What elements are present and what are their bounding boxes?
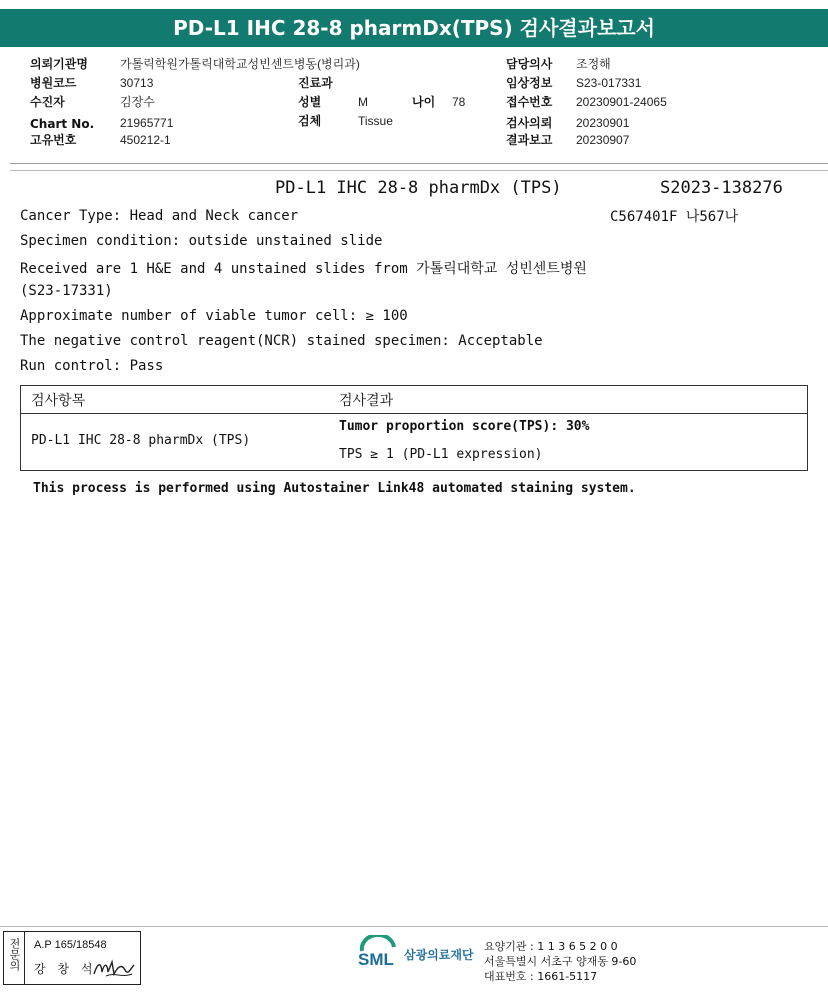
doctor-label: 담당의사: [506, 57, 553, 71]
report-date-label: 결과보고: [506, 133, 553, 147]
result-table: [20, 385, 808, 471]
specimen-value: Tissue: [358, 114, 393, 128]
test-title: PD-L1 IHC 28-8 pharmDx (TPS): [275, 178, 562, 198]
report-line: (S23-17331): [20, 283, 113, 299]
request-label: 검사의뢰: [506, 116, 553, 130]
contact-phone: 대표번호 : 1661-5117: [484, 970, 598, 983]
report-line: Specimen condition: outside unstained slide: [20, 233, 383, 249]
footer-divider: [0, 926, 828, 927]
dept-label: 진료과: [298, 76, 333, 90]
clinical-value: S23-017331: [576, 76, 642, 90]
process-note: This process is performed using Autostainer Link48 automated staining system.: [33, 481, 636, 496]
specimen-label: 검체: [298, 114, 322, 128]
patient-value: 김장수: [120, 95, 155, 109]
sub-code: C567401F 나567나: [610, 209, 739, 225]
chart-label: Chart No.: [30, 117, 95, 131]
chart-value: 21965771: [120, 116, 174, 130]
id-label: 고유번호: [30, 133, 77, 147]
age-label: 나이: [412, 95, 436, 109]
sml-logo-mark: [356, 935, 402, 975]
hospital-code-label: 병원코드: [30, 76, 77, 90]
report-line: Received are 1 H&E and 4 unstained slides from 가톨릭대학교 성빈센트병원: [20, 261, 587, 277]
hospital-label: 의뢰기관명: [30, 57, 88, 71]
org-name: 삼광의료재단: [404, 948, 474, 962]
sex-value: M: [358, 95, 368, 109]
patient-label: 수진자: [30, 95, 65, 109]
id-value: 450212-1: [120, 133, 171, 147]
receipt-label: 접수번호: [506, 95, 553, 109]
receipt-value: 20230901-24065: [576, 95, 667, 109]
pathologist-stamp: [3, 931, 141, 985]
age-value: 78: [452, 95, 466, 109]
sex-label: 성별: [298, 95, 322, 109]
stamp-vertical-text: 전문의: [8, 938, 21, 971]
request-value: 20230901: [576, 116, 630, 130]
report-line: Cancer Type: Head and Neck cancer: [20, 208, 299, 224]
table-item: PD-L1 IHC 28-8 pharmDx (TPS): [31, 433, 251, 448]
report-line: Approximate number of viable tumor cell: ≥ 100: [20, 308, 408, 324]
hospital-code-value: 30713: [120, 76, 154, 90]
report-date-value: 20230907: [576, 133, 630, 147]
stamp-name: 강 창 석: [34, 962, 97, 976]
case-code: S2023-138276: [660, 178, 783, 198]
contact-address: 서울특별시 서초구 양재동 9-60: [484, 955, 637, 968]
signature-icon: [92, 956, 136, 980]
header-divider: [10, 163, 828, 164]
sml-logo: [356, 935, 476, 975]
stamp-vertical-label: [4, 932, 25, 984]
doctor-value: 조정해: [576, 57, 611, 71]
col-header-item: 검사항목: [31, 393, 86, 409]
report-line: Run control: Pass: [20, 358, 164, 374]
hospital-value: 가톨릭학원가톨릭대학교성빈센트병동(병리과): [120, 57, 360, 71]
logo-letters: SML: [358, 950, 394, 969]
col-header-result: 검사결과: [339, 393, 394, 409]
clinical-label: 임상정보: [506, 76, 553, 90]
contact-code: 요양기관 : 1 1 3 6 5 2 0 0: [484, 940, 618, 953]
table-result-tps: Tumor proportion score(TPS): 30%: [339, 419, 590, 434]
table-header-divider: [21, 413, 807, 414]
header-divider-2: [10, 170, 828, 171]
stamp-license: A.P 165/18548: [34, 939, 107, 951]
report-line: The negative control reagent(NCR) stained specimen: Acceptable: [20, 333, 543, 349]
report-title: PD-L1 IHC 28-8 pharmDx(TPS) 검사결과보고서: [0, 9, 828, 47]
table-result-expression: TPS ≥ 1 (PD-L1 expression): [339, 447, 543, 462]
